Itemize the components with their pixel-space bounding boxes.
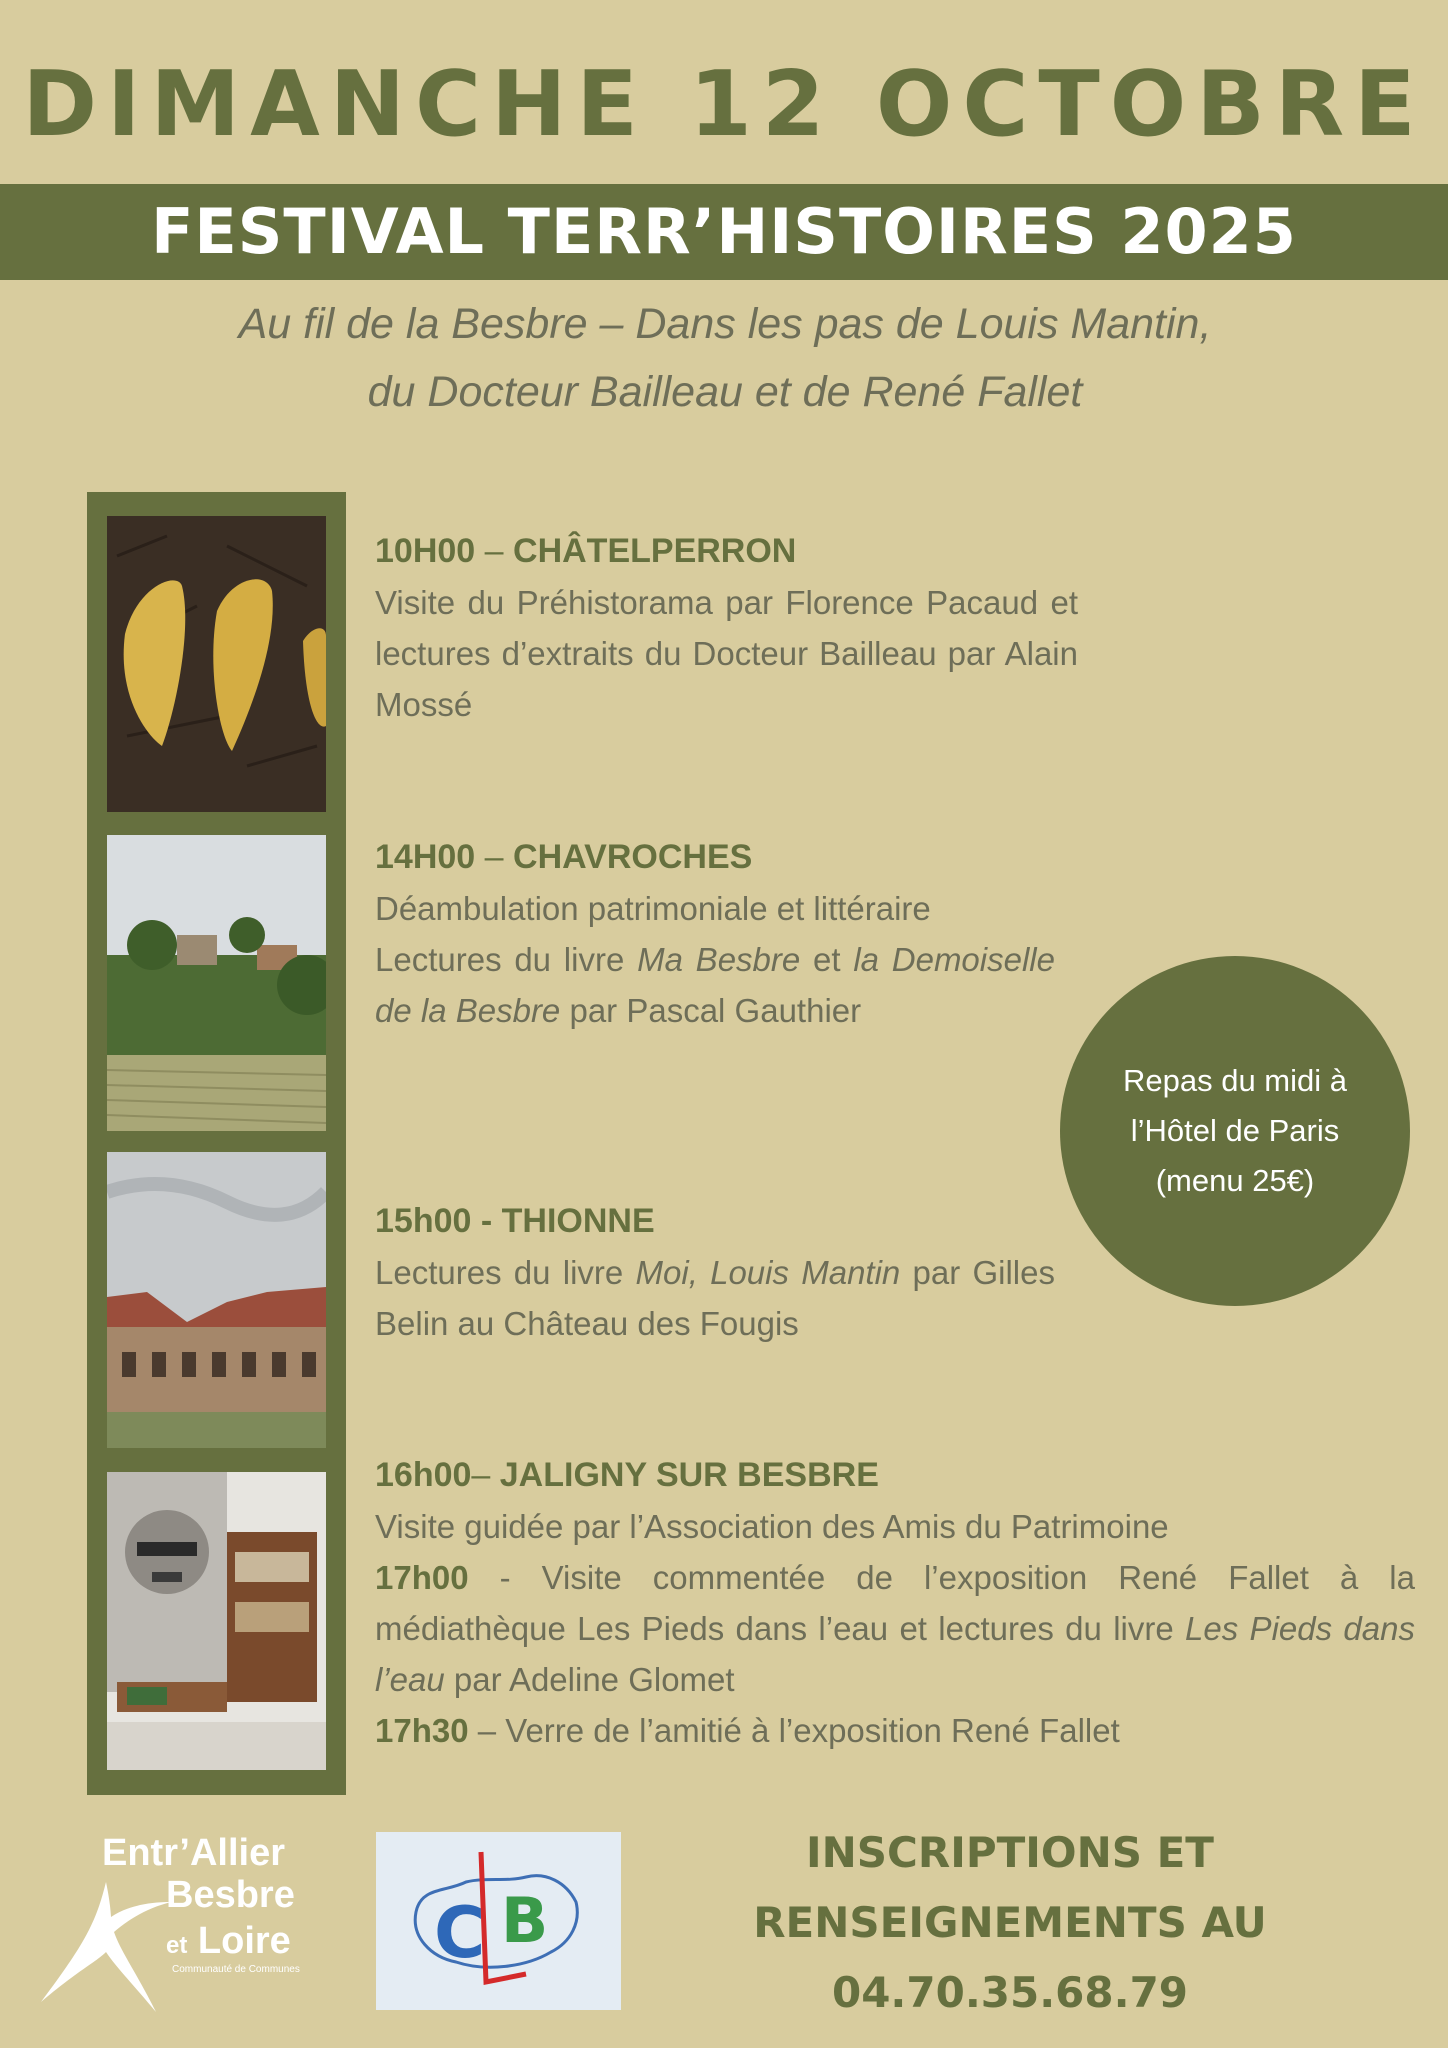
event-thionne — [375, 1196, 1055, 1349]
svg-text:B: B — [501, 1884, 549, 1957]
event-place: CHÂTELPERRON — [513, 532, 797, 570]
festival-title: FESTIVAL TERR’HISTOIRES 2025 — [151, 195, 1297, 268]
allier-map-icon — [376, 1832, 621, 2010]
event-heading — [375, 1450, 1415, 1501]
lunch-line-2: l’Hôtel de Paris — [1130, 1113, 1340, 1148]
logo-loire: Loire — [197, 1920, 291, 1962]
logo-et: et — [166, 1932, 188, 1959]
event-place: CHAVROCHES — [513, 838, 753, 876]
logo-line-1: Entr’Allier — [102, 1832, 286, 1874]
event-heading — [375, 1196, 1055, 1247]
event-sub-item — [375, 1705, 1415, 1756]
subtitle-line-2: du Docteur Bailleau et de René Fallet — [367, 368, 1083, 416]
star-figure-icon — [36, 1872, 176, 2022]
desc-text: - Visite commentée de l’exposition René Fallet à la médiathèque Les Pieds dans l’eau et lectures du livre — [375, 1559, 1415, 1647]
heading-separator: – — [475, 838, 514, 876]
ccebl-logo — [36, 1832, 336, 2022]
event-date: DIMANCHE 12 OCTOBRE — [22, 52, 1426, 157]
sub-time: 17h30 — [375, 1712, 469, 1749]
title-band — [0, 184, 1448, 280]
heading-separator: – — [475, 532, 514, 570]
desc-text: par Gilles Belin au Château des Fougis — [375, 1254, 1055, 1342]
event-description-line: Visite guidée par l’Association des Amis du Patrimoine — [375, 1508, 1169, 1545]
heading-separator: - — [471, 1202, 502, 1240]
event-description-line: Déambulation patrimoniale et littéraire — [375, 890, 931, 927]
book-title: la Demoiselle de la Besbre — [375, 941, 1055, 1029]
event-heading — [375, 526, 1078, 577]
event-jaligny — [375, 1450, 1415, 1756]
event-place: JALIGNY SUR BESBRE — [499, 1456, 879, 1494]
contact-line-1: INSCRIPTIONS ET — [806, 1828, 1214, 1877]
contact-phone[interactable]: 04.70.35.68.79 — [831, 1968, 1189, 2017]
event-time: 16h00 — [375, 1456, 472, 1494]
event-description — [375, 934, 1055, 1036]
logo-line-3 — [166, 1920, 291, 1963]
flint-tools-photo — [107, 516, 326, 812]
heading-separator: – — [471, 1456, 500, 1494]
photo-strip — [87, 492, 346, 1795]
lunch-badge — [1060, 956, 1410, 1306]
desc-text: par Adeline Glomet — [444, 1661, 735, 1698]
book-title: Ma Besbre — [637, 941, 801, 978]
chavroches-village-photo — [107, 835, 326, 1131]
chateau-des-fougis-photo — [107, 1152, 326, 1448]
event-place: THIONNE — [501, 1202, 655, 1240]
desc-text: Lectures du livre — [375, 941, 638, 978]
svg-text:C: C — [434, 1892, 486, 1974]
lunch-line-1: Repas du midi à — [1122, 1063, 1347, 1098]
festival-subtitle — [100, 290, 1350, 426]
desc-text: Lectures du livre — [375, 1254, 636, 1291]
desc-text: – Verre de l’amitié à l’exposition René Fallet — [468, 1712, 1120, 1749]
event-sub-item — [375, 1552, 1415, 1705]
event-time: 15h00 — [375, 1202, 472, 1240]
sub-time: 17h00 — [375, 1559, 469, 1596]
event-description — [375, 1247, 1055, 1349]
cb-logo — [376, 1832, 621, 2010]
rene-fallet-exhibition-photo — [107, 1472, 326, 1770]
event-chavroches — [375, 832, 1055, 1036]
logo-line-4: Communauté de Communes — [172, 1964, 300, 1975]
desc-text: et — [800, 941, 854, 978]
contact-block — [740, 1818, 1280, 2028]
event-heading — [375, 832, 1055, 883]
book-title: Moi, Louis Mantin — [635, 1254, 901, 1291]
event-chatelperron — [375, 526, 1078, 730]
desc-text: par Pascal Gauthier — [560, 992, 862, 1029]
book-title: Les Pieds dans l’eau — [375, 1610, 1415, 1698]
event-description: Visite du Préhistorama par Florence Pacaud et lectures d’extraits du Docteur Bailleau par Alain Mossé — [375, 584, 1078, 723]
subtitle-line-1: Au fil de la Besbre – Dans les pas de Louis Mantin, — [238, 300, 1212, 348]
contact-line-2: RENSEIGNEMENTS AU — [753, 1898, 1267, 1947]
event-time: 10H00 — [375, 532, 476, 570]
event-time: 14H00 — [375, 838, 476, 876]
logo-line-2: Besbre — [166, 1874, 295, 1916]
lunch-line-3: (menu 25€) — [1155, 1163, 1315, 1198]
